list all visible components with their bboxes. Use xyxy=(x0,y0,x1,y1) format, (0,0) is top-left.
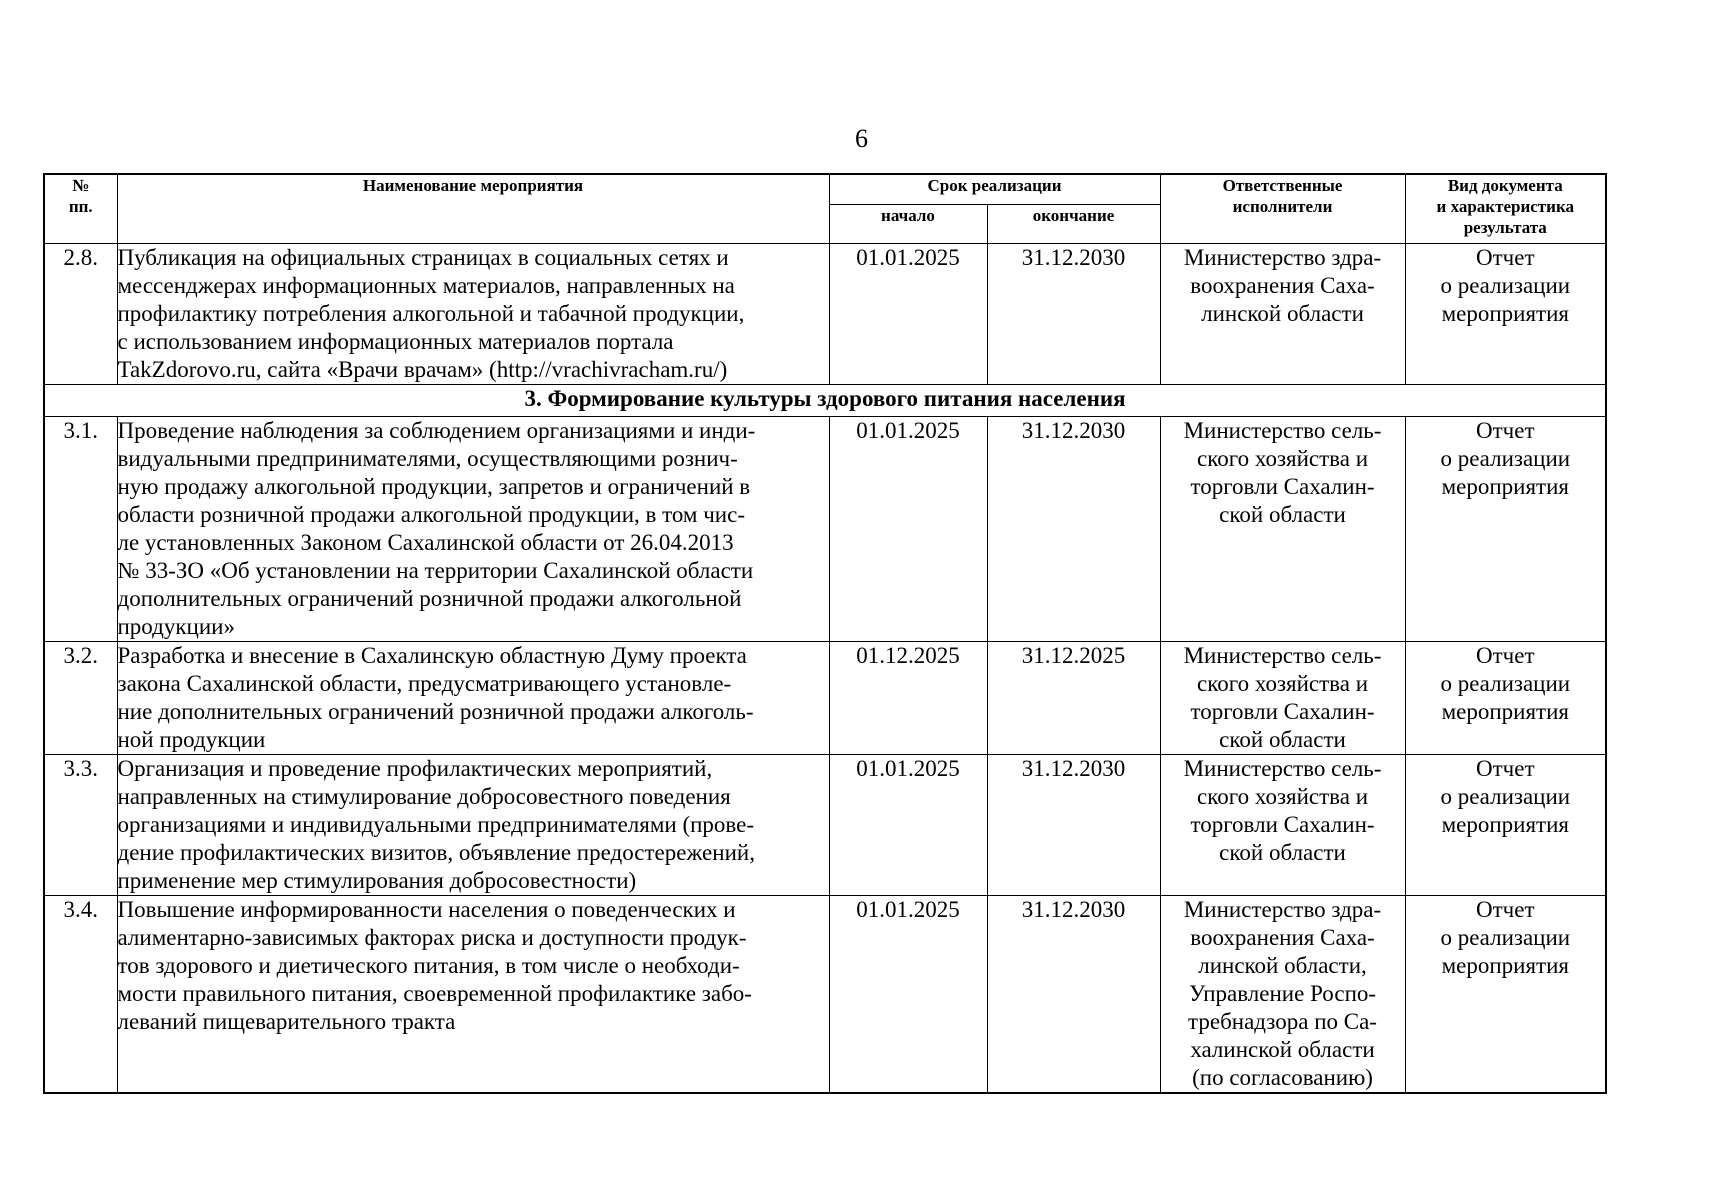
activity-name: Организация и проведение профилактических мероприятий, направленных на стимулирование добросовестного поведения организациями и индивидуальными предпринимателями (прове- дение профилактических визитов, объявление предостережений, применение мер стимулирования добросовестности) xyxy=(117,754,829,895)
header-num: № пп. xyxy=(44,174,117,243)
table-row xyxy=(44,243,1606,384)
document-type: Отчет о реализации мероприятия xyxy=(1405,754,1606,895)
page-number: 6 xyxy=(855,124,868,153)
responsible: Министерство здра- воохранения Саха- линской области xyxy=(1160,243,1405,384)
responsible: Министерство сель- ского хозяйства и торговли Сахалин- ской области xyxy=(1160,416,1405,641)
activity-name: Проведение наблюдения за соблюдением организациями и инди- видуальными предпринимателями, осуществляющими рознич- ную продажу алкогольной продукции, запретов и ограничений в области розничной продажи алкогольной продукции, в том чис- ле установленных Законом Сахалинской области от 26.04.2013 № 33-ЗО «Об установлении на территории Сахалинской области дополнительных ограничений розничной продажи алкогольной продукции» xyxy=(117,416,829,641)
end-date: 31.12.2030 xyxy=(987,754,1160,895)
row-number: 2.8. xyxy=(44,243,117,384)
header-doc-type: Вид документа и характеристика результата xyxy=(1405,174,1606,243)
header-row xyxy=(44,174,1606,204)
end-date: 31.12.2030 xyxy=(987,416,1160,641)
start-date: 01.01.2025 xyxy=(829,243,987,384)
document-type: Отчет о реализации мероприятия xyxy=(1405,895,1606,1093)
header-responsible: Ответственные исполнители xyxy=(1160,174,1405,243)
responsible: Министерство сель- ского хозяйства и торговли Сахалин- ской области xyxy=(1160,754,1405,895)
table-row xyxy=(44,895,1606,1093)
start-date: 01.01.2025 xyxy=(829,895,987,1093)
header-period: Срок реализации xyxy=(829,174,1160,204)
activity-name: Повышение информированности населения о поведенческих и алиментарно-зависимых факторах риска и доступности продук- тов здорового и диетического питания, в том числе о необходи- мости правильного питания, своевременной профилактике забо- леваний пищеварительного тракта xyxy=(117,895,829,1093)
activity-name: Публикация на официальных страницах в социальных сетях и мессенджерах информационных материалов, направленных на профилактику потребления алкогольной и табачной продукции, с использованием информационных материалов портала TakZdorovo.ru, сайта «Врачи врачам» (http://vrachivracham.ru/) xyxy=(117,243,829,384)
section-row xyxy=(44,384,1606,416)
header-name: Наименование мероприятия xyxy=(117,174,829,243)
document-type: Отчет о реализации мероприятия xyxy=(1405,416,1606,641)
row-number: 3.3. xyxy=(44,754,117,895)
end-date: 31.12.2030 xyxy=(987,243,1160,384)
activity-name: Разработка и внесение в Сахалинскую областную Думу проекта закона Сахалинской области, предусматривающего установле- ние дополнительных ограничений розничной продажи алкоголь- ной продукции xyxy=(117,641,829,754)
table-row xyxy=(44,416,1606,641)
end-date: 31.12.2030 xyxy=(987,895,1160,1093)
section-title: 3. Формирование культуры здорового питания населения xyxy=(44,384,1606,416)
row-number: 3.1. xyxy=(44,416,117,641)
activities-table xyxy=(43,173,1607,1094)
row-number: 3.2. xyxy=(44,641,117,754)
table-row xyxy=(44,754,1606,895)
start-date: 01.01.2025 xyxy=(829,416,987,641)
table-row xyxy=(44,641,1606,754)
document-type: Отчет о реализации мероприятия xyxy=(1405,641,1606,754)
row-number: 3.4. xyxy=(44,895,117,1093)
document-type: Отчет о реализации мероприятия xyxy=(1405,243,1606,384)
start-date: 01.12.2025 xyxy=(829,641,987,754)
start-date: 01.01.2025 xyxy=(829,754,987,895)
end-date: 31.12.2025 xyxy=(987,641,1160,754)
header-end: окончание xyxy=(987,204,1160,243)
responsible: Министерство сель- ского хозяйства и торговли Сахалин- ской области xyxy=(1160,641,1405,754)
responsible: Министерство здра- воохранения Саха- линской области, Управление Роспо- требнадзора по Са- халинской области (по согласованию) xyxy=(1160,895,1405,1093)
header-start: начало xyxy=(829,204,987,243)
